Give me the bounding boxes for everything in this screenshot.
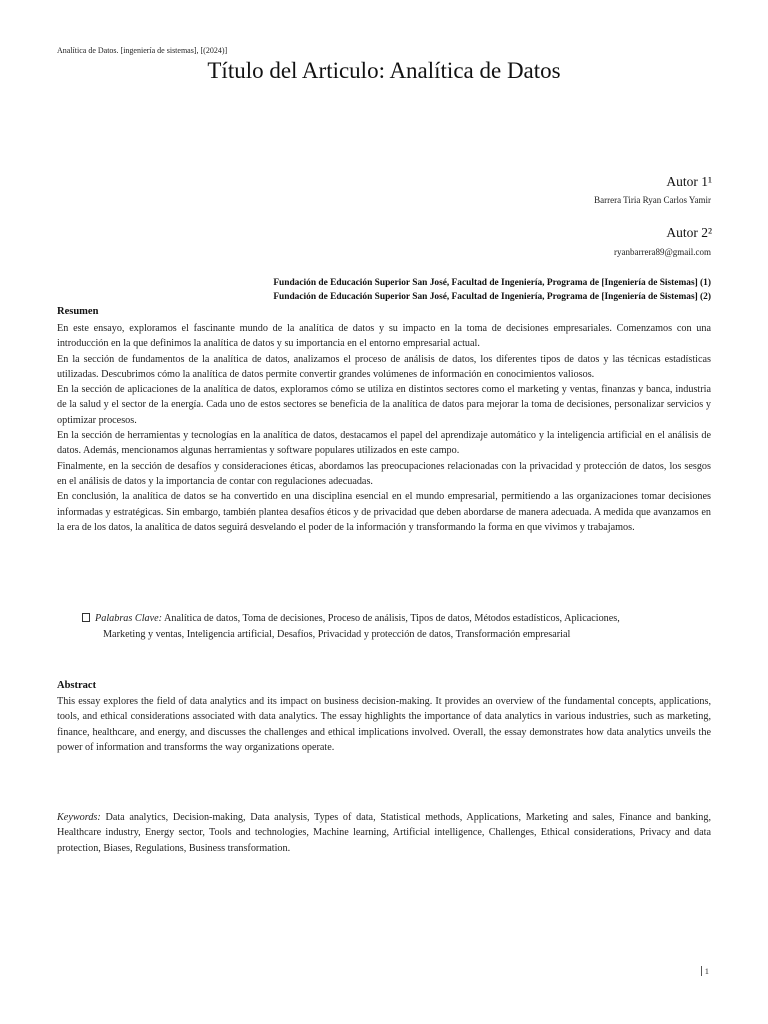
resumen-body [57, 321, 711, 535]
author-2-label: Autor 2² [666, 225, 712, 240]
resumen-heading: Resumen [57, 306, 99, 317]
page-number [701, 966, 709, 976]
keywords-text: Data analytics, Decision-making, Data analysis, Types of data, Statistical methods, Applications, Marketing and sales, Finance and banking, Healthcare industry, Energy sector, Tools and technologies, Machine learning, Artificial intelligence, Challenges, Ethical considerations, Privacy and data protection, Biases, Regulations, Business transformation. [57, 812, 711, 854]
author-2-email: ryanbarrera89@gmail.com [614, 247, 711, 257]
page-number-divider [701, 966, 702, 976]
page-number-value: 1 [704, 966, 709, 976]
resumen-paragraph: En este ensayo, exploramos el fascinante mundo de la analítica de datos y su impacto en la toma de decisiones empresariales. Comenzamos con una introducción en la que definimos la analítica de datos y su importancia en el entorno empresarial actual. [57, 323, 711, 350]
abstract-heading: Abstract [57, 680, 97, 691]
affiliation-1: Fundación de Educación Superior San José, Facultad de Ingeniería, Programa de [Ingeniería de Sistemas] (1) [273, 278, 711, 288]
palabras-clave [82, 611, 712, 643]
resumen-paragraph: En la sección de aplicaciones de la analítica de datos, exploramos cómo se utiliza en distintos sectores como el marketing y ventas, finanzas y banca, industria de la salud y el sector de la energía. Cada uno de estos sectores se beneficia de la analítica de datos para mejorar la toma de decisiones, personalizar servicios y optimizar procesos. [57, 384, 711, 426]
running-head: Analítica de Datos. [ingeniería de sistemas], [(2024)] [57, 46, 228, 55]
author-1-label: Autor 1¹ [666, 174, 712, 189]
keywords-label: Keywords: [57, 812, 101, 823]
keywords [57, 810, 711, 856]
resumen-paragraph: En la sección de fundamentos de la analítica de datos, analizamos el proceso de análisis de datos, los diferentes tipos de datos y las técnicas estadísticas utilizadas. Descubrimos cómo la analítica de datos permite convertir grandes volúmenes de información en conocimientos valiosos. [57, 353, 711, 380]
resumen-paragraph: En la sección de herramientas y tecnologías en la analítica de datos, destacamos el papel del aprendizaje automático y la inteligencia artificial en el análisis de datos. Además, mencionamos algunas herramientas y software populares utilizados en este campo. [57, 430, 711, 457]
palabras-clave-label: Palabras Clave: [95, 613, 163, 624]
abstract-body: This essay explores the field of data analytics and its impact on business decision-making. It provides an overview of the fundamental concepts, applications, tools, and ethical considerations associated with data analytics. The essay highlights the importance of data analytics in various industries, such as marketing, finance, healthcare, and energy, and discusses the challenges and ethical implications involved. Overall, the essay demonstrates how data analytics unveils the power of information and transforms the way organizations operate. [57, 696, 711, 753]
resumen-paragraph: Finalmente, en la sección de desafíos y consideraciones éticas, abordamos las preocupaciones relacionadas con la privacidad y protección de datos, los sesgos en el análisis de datos y la importancia de contar con regulaciones adecuadas. [57, 460, 711, 487]
author-1-name: Barrera Tiria Ryan Carlos Yamir [594, 195, 711, 205]
resumen-paragraph: En conclusión, la analítica de datos se ha convertido en una disciplina esencial en el mundo empresarial, permitiendo a las organizaciones tomar decisiones informadas y estratégicas. Sin embargo, también plantea desafíos éticos y de privacidad que deben abordarse de manera adecuada. A medida que avanzamos en la era de los datos, la analítica de datos seguirá desvelando el poder de la información y transformando la forma en que vivimos y trabajamos. [57, 491, 711, 533]
palabras-clave-line2: Marketing y ventas, Inteligencia artificial, Desafíos, Privacidad y protección de datos, Transformación empresarial [103, 629, 571, 640]
palabras-clave-line1: Analítica de datos, Toma de decisiones, Proceso de análisis, Tipos de datos, Métodos estadísticos, Aplicaciones, [164, 613, 620, 624]
article-title: Título del Articulo: Analítica de Datos [207, 58, 561, 83]
checkbox-bullet-icon [82, 613, 90, 622]
affiliation-2: Fundación de Educación Superior San José, Facultad de Ingeniería, Programa de [Ingeniería de Sistemas] (2) [273, 292, 711, 302]
